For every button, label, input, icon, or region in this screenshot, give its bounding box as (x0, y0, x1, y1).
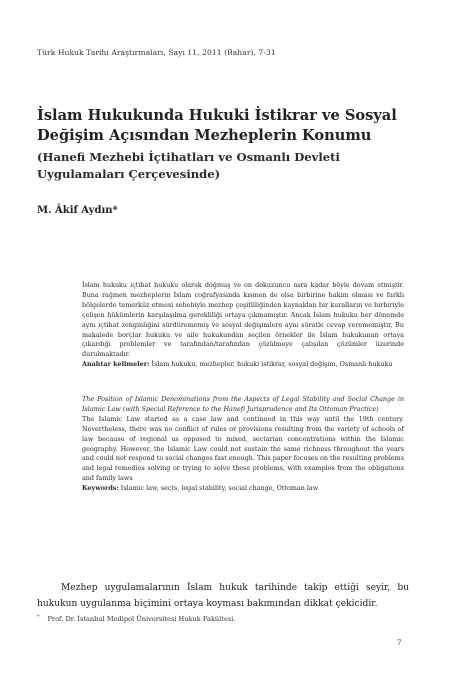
footnote-text: Prof. Dr. İstanbul Medipol Üniversitesi Hukuk Fakültesi. (47, 615, 236, 624)
abstract-english (82, 395, 404, 494)
keywords-english-label: Keywords: (82, 484, 119, 493)
journal-header: Türk Hukuk Tarihi Araştırmaları, Sayı 11, 2011 (Bahar), 7-31 (37, 48, 276, 57)
page-number: 7 (397, 639, 402, 647)
keywords-english-values: Islamic law, sects, legal stability, social change, Ottoman law (120, 484, 319, 493)
article-subtitle: (Hanefi Mezhebi İçtihatları ve Osmanlı Devleti Uygulamaları Çerçevesinde) (37, 150, 340, 181)
abstract-turkish-text: İslam hukuku içtihat hukuku olarak doğmuş ve on dokuzuncu asra kadar böyle devam etmiştir. Buna rağmen mezheplerin İslam coğrafyasında kısmen de olsa birbirine hakim olması ve farklı bölgelerde temerküz etmesi sebebiyle mezhep çeşitliliğinden kaynaklan bir kuralların ve birbiriyle çelişen hükümlerin karşılaşılma gerekliliği ortaya çıkmamıştır. Ancak İslam hukuku her dönemde aynı içtihat zenginliğini sürdürememiş ve sosyal değişimlere aynı süratle cevap verememiştir. Bu makalede borçlar hukuku ve aile hukukundan seçilen örnekler ile İslam hukukunun ortaya çıkardığı problemler ve tarafından/tarafından çözülmeye çalışılan çözümler üzerinde durulmaktadır. (82, 281, 404, 359)
author-name: M. Âkif Aydın* (37, 205, 118, 216)
keywords-english (82, 484, 404, 494)
footnote-mark: * (37, 614, 40, 620)
article-title: İslam Hukukunda Hukuki İstikrar ve Sosyal Değişim Açısından Mezheplerin Konumu (37, 107, 397, 144)
keywords-turkish-values: İslam hukuku, mezhepler, hukuki istikrar, sosyal değişim, Osmanlı hukuku (151, 360, 393, 369)
footnote (37, 614, 235, 623)
keywords-turkish (82, 360, 404, 370)
body-paragraph: Mezhep uygulamalarının İslam hukuk tarihinde takip ettiği seyir, bu hukukun uygulanma biçimini ortaya koyması bakımından dikkat çekicidir. (37, 583, 409, 609)
abstract-english-text: The Islamic Law started as a case law and continued in this way until the 19th century. Nevertheless, there was no conflict of rules or provisions resulting from the variety of schools of law because of regional as opposed to mixed, sectarian concentrations within the Islamic geography. However, the Islamic Law could not sustain the same richness throughout the years and could not respond to social changes fast enough. This paper focuses on the resulting problems and legal remedies solving or trying to solve these problems, with examples from the obligations and family laws (82, 414, 404, 483)
keywords-turkish-label: Anahtar kelimeler: (82, 360, 150, 369)
abstract-turkish (82, 281, 404, 370)
english-title: The Position of Islamic Denominations from the Aspects of Legal Stability and Social Change in Islamic Law (with Special Reference to the Hanefi Jurisprudence and Its Ottoman Practice) (82, 395, 404, 413)
